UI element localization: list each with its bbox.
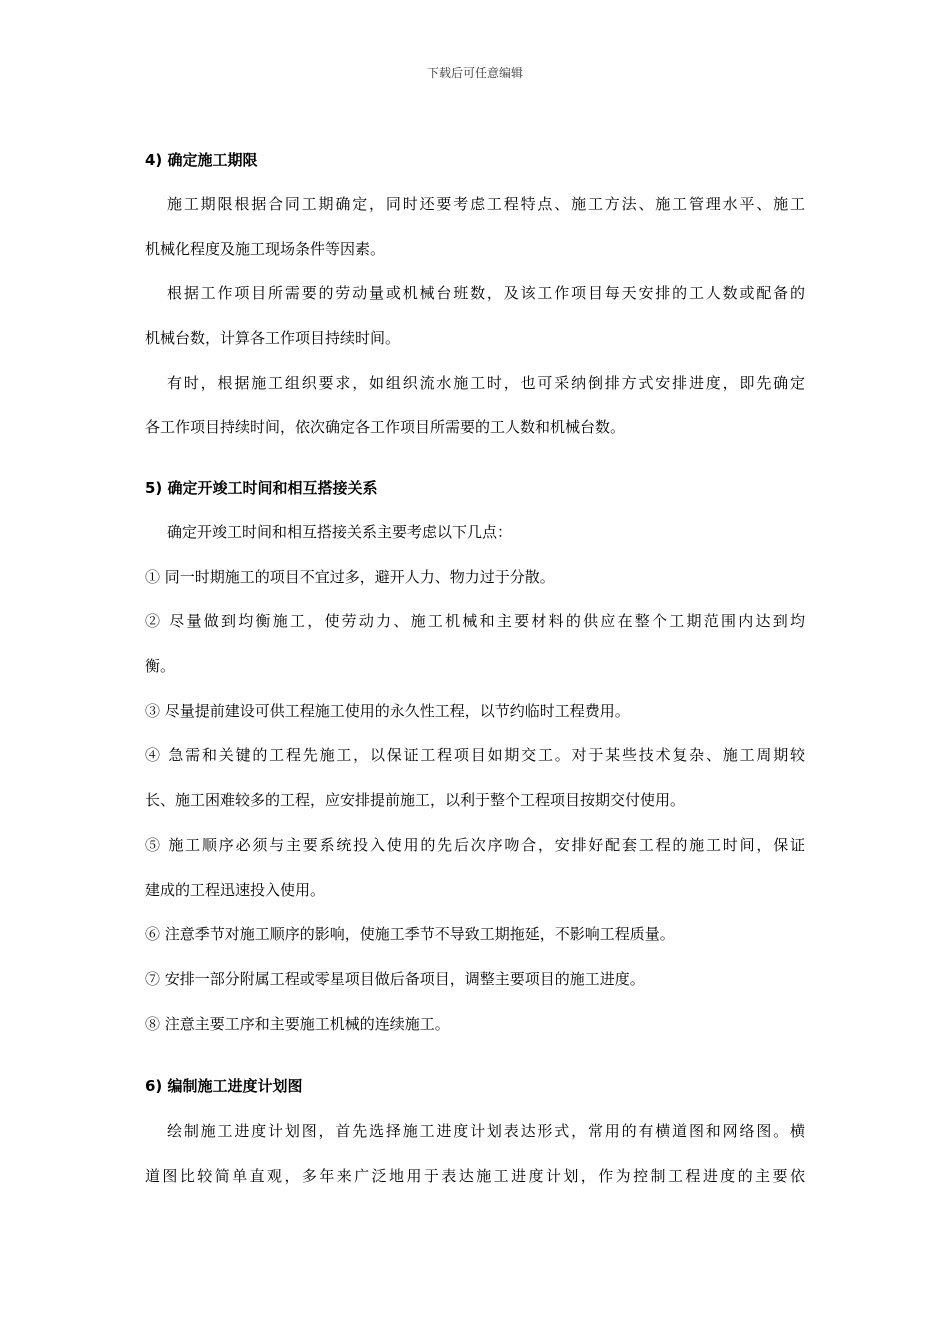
list-item: ⑧ 注意主要工序和主要施工机械的连续施工。 xyxy=(145,1015,450,1033)
paragraph-line: 有时，根据施工组织要求，如组织流水施工时，也可采纳倒排方式安排进度，即先确定 xyxy=(167,374,805,392)
list-item-continuation: 长、施工困难较多的工程，应安排提前施工，以利于整个工程项目按期交付使用。 xyxy=(145,791,686,809)
paragraph-line: 施工期限根据合同工期确定，同时还要考虑工程特点、施工方法、施工管理水平、施工 xyxy=(167,195,805,213)
list-item: ② 尽量做到均衡施工，使劳动力、施工机械和主要材料的供应在整个工期范围内达到均 xyxy=(145,612,805,630)
list-item: ⑦ 安排一部分附属工程或零星项目做后备项目，调整主要项目的施工进度。 xyxy=(145,970,645,988)
paragraph-line: 根据工作项目所需要的劳动量或机械台班数，及该工作项目每天安排的工人数或配备的 xyxy=(167,284,805,302)
list-item: ④ 急需和关键的工程先施工，以保证工程项目如期交工。对于某些技术复杂、施工周期较 xyxy=(145,746,805,764)
list-item: ① 同一时期施工的项目不宜过多，避开人力、物力过于分散。 xyxy=(145,568,555,586)
paragraph-line: 绘制施工进度计划图，首先选择施工进度计划表达形式，常用的有横道图和网络图。横 xyxy=(167,1122,805,1140)
paragraph-line: 道图比较简单直观，多年来广泛地用于表达施工进度计划，作为控制工程进度的主要依 xyxy=(145,1167,805,1185)
paragraph-line: 确定开竣工时间和相互搭接关系主要考虑以下几点： xyxy=(167,523,513,541)
list-item: ⑥ 注意季节对施工顺序的影响，使施工季节不导致工期拖延，不影响工程质量。 xyxy=(145,925,675,943)
section-heading-4: 4) 确定施工期限 xyxy=(145,151,258,169)
paragraph-line: 机械化程度及施工现场条件等因素。 xyxy=(145,240,386,258)
section-heading-6: 6) 编制施工进度计划图 xyxy=(145,1077,303,1095)
section-heading-5: 5) 确定开竣工时间和相互搭接关系 xyxy=(145,479,378,497)
list-item: ③ 尽量提前建设可供工程施工使用的永久性工程，以节约临时工程费用。 xyxy=(145,702,630,720)
page-header: 下载后可任意编辑 xyxy=(426,66,523,80)
list-item-continuation: 衡。 xyxy=(145,657,176,675)
paragraph-line: 各工作项目持续时间，依次确定各工作项目所需要的工人数和机械台数。 xyxy=(145,418,626,436)
list-item-continuation: 建成的工程迅速投入使用。 xyxy=(145,881,326,899)
paragraph-line: 机械台数，计算各工作项目持续时间。 xyxy=(145,329,401,347)
list-item: ⑤ 施工顺序必须与主要系统投入使用的先后次序吻合，安排好配套工程的施工时间，保证 xyxy=(145,836,805,854)
